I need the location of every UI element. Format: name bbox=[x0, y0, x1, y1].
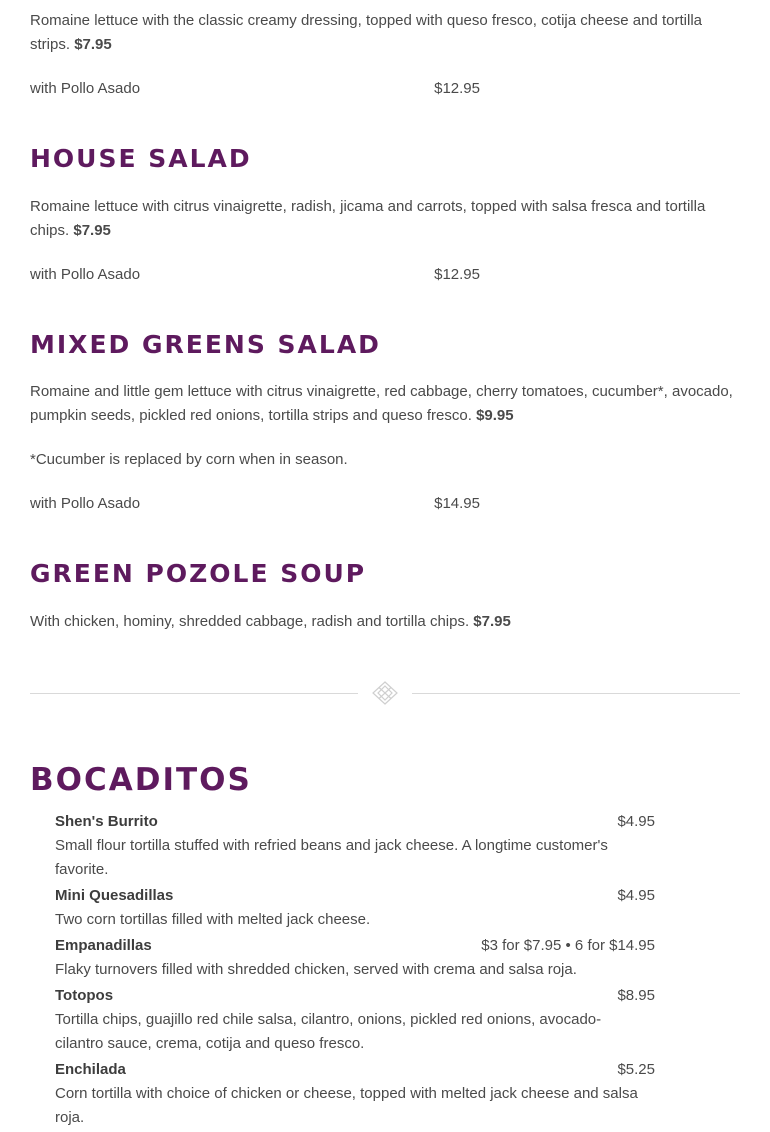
menu-item bbox=[55, 884, 655, 932]
menu-item-description: Tortilla chips, guajillo red chile salsa, cilantro, onions, pickled red onions, avocado-cilantro sauce, crema, cotija and queso fresco. bbox=[55, 1011, 602, 1052]
mixed-greens-addon-label: with Pollo Asado bbox=[30, 495, 141, 512]
mixed-greens-description bbox=[30, 380, 742, 428]
house-salad-price: $7.95 bbox=[73, 222, 111, 239]
menu-item bbox=[55, 1058, 655, 1130]
pozole-text: With chicken, hominy, shredded cabbage, radish and tortilla chips. bbox=[30, 613, 470, 630]
caesar-addon-label: with Pollo Asado bbox=[30, 80, 141, 97]
menu-item-price: $3 for $7.95 • 6 for $14.95 bbox=[481, 937, 655, 954]
mixed-greens-title: MIXED GREENS SALAD bbox=[30, 330, 381, 359]
house-addon-label: with Pollo Asado bbox=[30, 266, 141, 283]
menu-item-name: Shen's Burrito bbox=[55, 813, 158, 830]
menu-item-name: Enchilada bbox=[55, 1061, 126, 1078]
menu-item-name: Totopos bbox=[55, 987, 114, 1004]
menu-item bbox=[55, 984, 655, 1056]
caesar-salad-text: Romaine lettuce with the classic creamy dressing, topped with queso fresco, cotija cheese and tortilla strips. bbox=[30, 12, 703, 53]
menu-item-header bbox=[55, 810, 655, 834]
menu-item-price: $4.95 bbox=[617, 887, 655, 904]
pozole-description bbox=[30, 610, 742, 634]
menu-item-header bbox=[55, 1058, 655, 1082]
menu-item-description: Flaky turnovers filled with shredded chicken, served with crema and salsa roja. bbox=[55, 961, 577, 978]
menu-item-price: $4.95 bbox=[617, 813, 655, 830]
house-salad-description bbox=[30, 195, 742, 243]
divider-line-right bbox=[412, 693, 740, 694]
pozole-title: GREEN POZOLE SOUP bbox=[30, 559, 367, 588]
caesar-addon-row bbox=[30, 77, 480, 101]
house-addon-price: $12.95 bbox=[434, 266, 480, 283]
mixed-greens-note: *Cucumber is replaced by corn when in season. bbox=[30, 451, 348, 468]
mixed-greens-price: $9.95 bbox=[476, 407, 514, 424]
caesar-salad-price: $7.95 bbox=[74, 36, 112, 53]
caesar-salad-description bbox=[30, 9, 742, 57]
house-salad-text: Romaine lettuce with citrus vinaigrette, radish, jicama and carrots, topped with salsa fresca and tortilla chips. bbox=[30, 198, 706, 239]
menu-item-price: $8.95 bbox=[617, 987, 655, 1004]
house-salad-title: HOUSE SALAD bbox=[30, 144, 252, 173]
menu-item-description: Small flour tortilla stuffed with refried beans and jack cheese. A longtime customer's favorite. bbox=[55, 837, 608, 878]
divider-line-left bbox=[30, 693, 358, 694]
menu-item bbox=[55, 810, 655, 882]
menu-item-description: Corn tortilla with choice of chicken or cheese, topped with melted jack cheese and salsa roja. bbox=[55, 1085, 638, 1126]
menu-item-header bbox=[55, 934, 655, 958]
mixed-greens-text: Romaine and little gem lettuce with citrus vinaigrette, red cabbage, cherry tomatoes, cucumber*, avocado, pumpkin seeds, pickled red onions, tortilla strips and queso fresco. bbox=[30, 383, 733, 424]
mixed-greens-addon-row bbox=[30, 492, 480, 516]
menu-item-price: $5.25 bbox=[617, 1061, 655, 1078]
caesar-addon-price: $12.95 bbox=[434, 80, 480, 97]
bocaditos-list bbox=[55, 810, 655, 1132]
bocaditos-title: BOCADITOS bbox=[30, 762, 252, 798]
house-addon-row bbox=[30, 263, 480, 287]
mixed-greens-addon-price: $14.95 bbox=[434, 495, 480, 512]
menu-item-name: Mini Quesadillas bbox=[55, 887, 174, 904]
menu-item-header bbox=[55, 884, 655, 908]
menu-item bbox=[55, 934, 655, 982]
diamond-lattice-icon bbox=[372, 681, 398, 705]
menu-item-name: Empanadillas bbox=[55, 937, 152, 954]
menu-item-header bbox=[55, 984, 655, 1008]
pozole-price: $7.95 bbox=[473, 613, 511, 630]
menu-item-description: Two corn tortillas filled with melted jack cheese. bbox=[55, 911, 371, 928]
section-divider bbox=[30, 680, 740, 706]
